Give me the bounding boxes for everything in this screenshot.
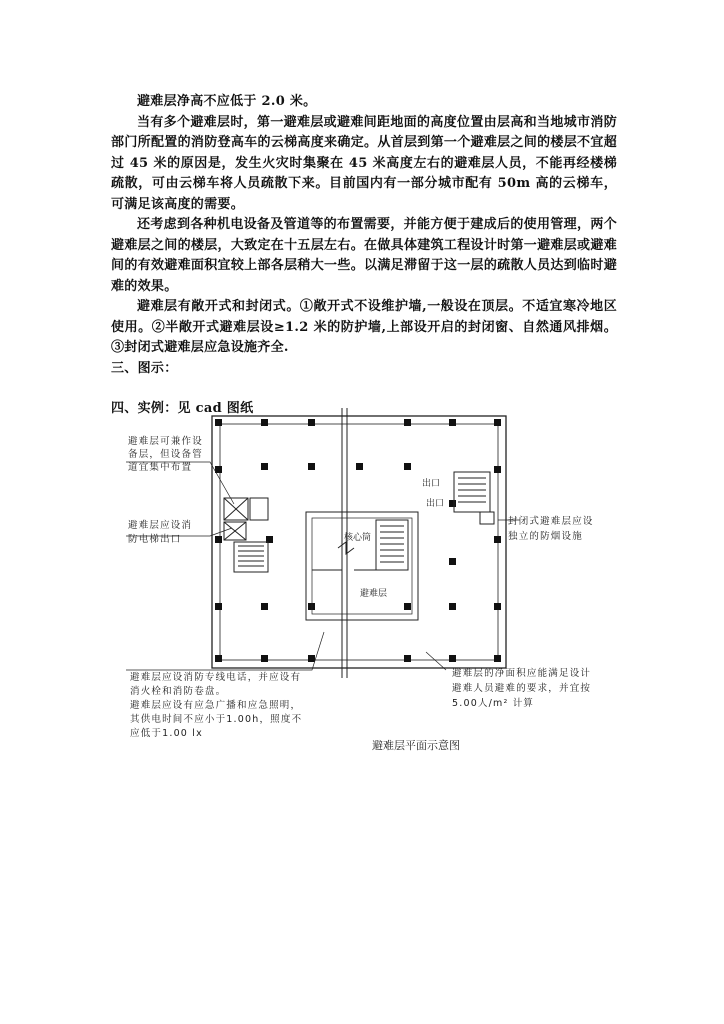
note-bottom-right-line-2: 避难人员避难的要求，并宜按 <box>452 683 592 694</box>
paragraph-1: 避难层净高不应低于 2.0 米。 <box>137 94 317 109</box>
section-4-heading: 四、实例：见 cad 图纸 <box>111 401 254 416</box>
note-mid-left <box>128 519 192 545</box>
note-top-left-line-1: 避难层可兼作设 <box>128 436 203 447</box>
note-right-line-2: 独立的防烟设施 <box>508 531 583 542</box>
break-line <box>338 408 354 678</box>
note-bottom-left-line-4: 其供电时间不应小于1.00h，照度不 <box>130 714 303 725</box>
right-stair <box>454 472 494 524</box>
refuge-floor-label: 避难层 <box>360 589 388 599</box>
refuge-floor-plan <box>116 408 626 778</box>
section-3-heading: 三、图示： <box>111 360 178 376</box>
note-top-left <box>128 435 203 473</box>
note-right-line-1: 封闭式避难层应设 <box>508 516 594 527</box>
note-mid-left-line-1: 避难层应设消 <box>128 520 193 531</box>
leader-lines <box>126 462 520 670</box>
floor-plan-drawing <box>116 408 626 778</box>
note-bottom-right-line-3: 5.00人/m² 计算 <box>452 698 535 709</box>
core-tube <box>306 512 418 620</box>
note-bottom-right-line-1: 避难层的净面积应能满足设计 <box>452 668 592 679</box>
note-top-left-line-2: 备层，但设备管 <box>128 449 203 460</box>
note-top-left-line-3: 道宜集中布置 <box>128 462 193 473</box>
figure-caption: 避难层平面示意图 <box>372 739 460 752</box>
note-right <box>508 515 594 542</box>
core-tube-label: 核心筒 <box>344 533 372 543</box>
note-bottom-right <box>452 667 591 709</box>
left-stair-and-elevator <box>224 498 268 572</box>
body-text <box>111 92 617 420</box>
exit-label-1: 出口 <box>422 479 441 489</box>
note-bottom-left <box>130 671 302 739</box>
note-bottom-left-line-1: 避难层应设消防专线电话，并应设有 <box>130 672 302 683</box>
paragraph-3: 还考虑到各种机电设备及管道等的布置需要，并能方便于建成后的使用管理，两个避难层之间的楼层，大致定在十五层左右。在做具体建筑工程设计时第一避难层或避难间的有效避难面积宜较上部各层稍大一些。以满足滞留于这一层的疏散人员达到临时避难的效果。 <box>111 217 617 294</box>
note-bottom-left-line-3: 避难层应设有应急广播和应急照明， <box>130 700 302 711</box>
note-bottom-left-line-5: 应低于1.00 lx <box>130 728 203 739</box>
note-bottom-left-line-2: 消火栓和消防卷盘。 <box>130 686 227 697</box>
paragraph-4: 避难层有敞开式和封闭式。①敞开式不设维护墙,一般设在顶层。不适宜寒冷地区使用。②半敞开式避难层设≥1.2 米的防护墙,上部设开启的封闭窗、自然通风排烟。③封闭式避难层应急设施齐全. <box>111 299 617 355</box>
exit-label-2: 出口 <box>426 499 445 509</box>
paragraph-2: 当有多个避难层时，第一避难层或避难间距地面的高度位置由层高和当地城市消防部门所配置的消防登高车的云梯高度来确定。从首层到第一个避难层之间的楼层不宜超过 45 米的原因是，发生火灾时集聚在 45 米高度左右的避难层人员，不能再经楼梯疏散，可由云梯车将人员疏散下来。目前国内有一部分城市配有 50m 高的云梯车，可满足该高度的需要。 <box>111 114 617 212</box>
note-mid-left-line-2: 防电梯出口 <box>128 534 182 545</box>
